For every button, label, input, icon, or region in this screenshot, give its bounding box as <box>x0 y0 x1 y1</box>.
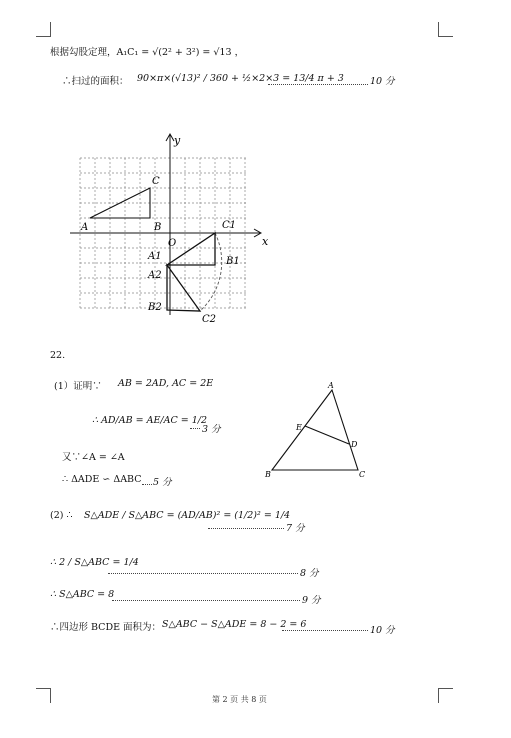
point-b1-label: B1 <box>226 256 240 267</box>
crop-mark-bottom-right <box>438 688 453 703</box>
point-c1-label: C1 <box>222 220 237 231</box>
crop-mark-top-left <box>36 22 51 37</box>
point-a-label: A <box>81 222 89 233</box>
vertex-b-label: B <box>265 470 271 479</box>
score-label: 7 分 <box>286 523 305 534</box>
ratio-line: ∴ AD/AB = AE/AC = 1/2 <box>92 415 207 426</box>
crop-mark-top-right <box>438 22 453 37</box>
area-expression: 90×π×(√13)² / 360 + ½×2×3 = 13/4 π + 3 <box>137 73 344 84</box>
line9-expression: ∴ S△ABC = 8 <box>50 589 115 600</box>
point-c2-label: C2 <box>202 314 217 325</box>
score-label: 9 分 <box>302 595 321 606</box>
vertex-c-label: C <box>359 470 366 479</box>
dot-leader <box>282 630 368 631</box>
score-label: 8 分 <box>300 568 319 579</box>
angle-line: 又∵∠A = ∠A <box>62 452 125 463</box>
point-a2-label: A2 <box>148 270 162 281</box>
pythagoras-line: 根据勾股定理，A₁C₁ = √(2² + 3²) = √13 ， <box>50 47 245 58</box>
segment-de <box>305 426 349 444</box>
line8-expression: ∴ 2 / S△ABC = 1/4 <box>50 557 139 568</box>
score-label: 5 分 <box>153 477 172 488</box>
rotation-arc <box>200 233 222 311</box>
dot-leader <box>142 484 152 485</box>
part2-prefix: (2) ∴ <box>50 510 73 521</box>
question-number: 22. <box>50 350 66 361</box>
point-b-label: B <box>154 222 162 233</box>
point-a1-label: A1 <box>148 251 162 262</box>
axis-x-label: x <box>262 235 269 248</box>
triangle-a2b2c2 <box>167 265 200 311</box>
dot-leader <box>268 84 368 85</box>
dot-leader <box>108 573 298 574</box>
part1-prefix: (1）证明∵ <box>54 381 102 392</box>
point-c-label: C <box>152 176 160 187</box>
line10-expression: S△ABC − S△ADE = 8 − 2 = 6 <box>162 619 307 630</box>
dot-leader <box>190 428 200 429</box>
score-label: 10 分 <box>370 76 395 87</box>
vertex-e-label: E <box>296 423 302 432</box>
score-label: 3 分 <box>202 424 221 435</box>
vertex-a-label: A <box>328 381 334 390</box>
page-footer: 第 2 页 共 8 页 <box>212 695 267 704</box>
axis-y-label: y <box>174 134 181 147</box>
line10-prefix: ∴四边形 BCDE 面积为： <box>50 622 162 633</box>
crop-mark-bottom-left <box>36 688 51 703</box>
dot-leader <box>208 528 284 529</box>
triangle-abc-figure <box>262 378 374 480</box>
point-b2-label: B2 <box>148 302 162 313</box>
part1-given: AB = 2AD, AC = 2E <box>118 378 214 389</box>
origin-label: O <box>168 238 177 249</box>
score-label: 10 分 <box>370 625 395 636</box>
vertex-d-label: D <box>351 440 358 449</box>
dot-leader <box>112 600 300 601</box>
coordinate-grid-figure <box>70 130 280 328</box>
area-label: ∴扫过的面积： <box>62 76 129 87</box>
part2-expression: S△ADE / S△ABC = (AD/AB)² = (1/2)² = 1/4 <box>84 510 291 521</box>
similar-line: ∴ ΔADE ∽ ΔABC <box>62 474 142 485</box>
